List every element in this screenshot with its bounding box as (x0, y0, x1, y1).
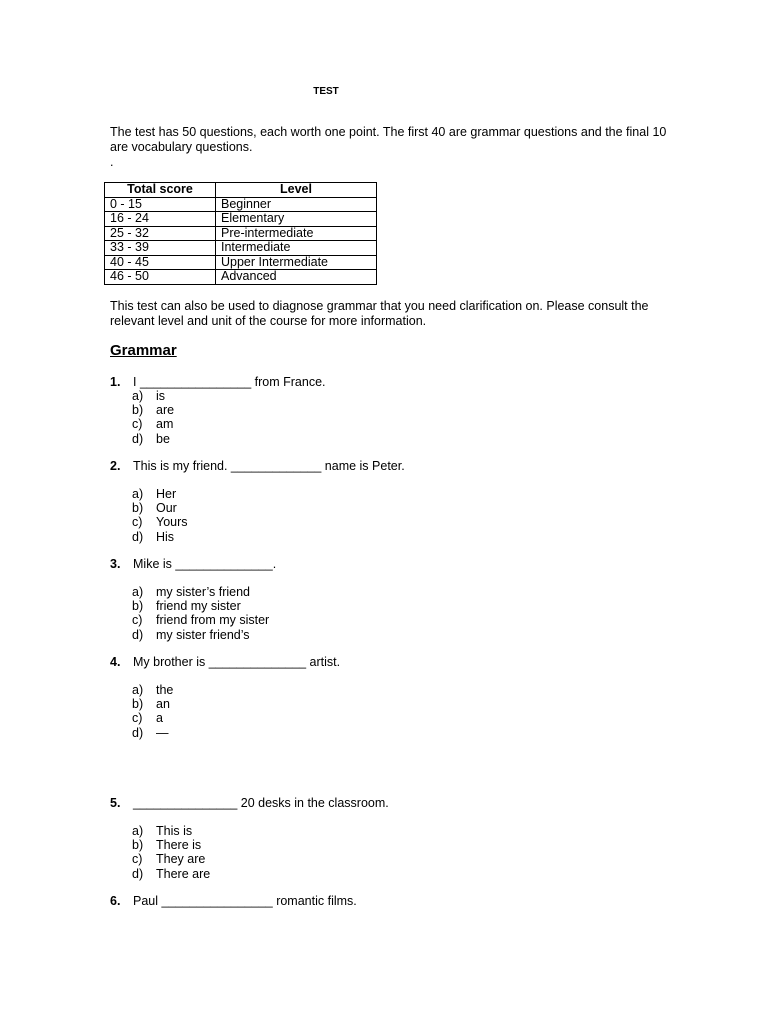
option-letter: c) (132, 417, 143, 432)
table-header-total-score: Total score (105, 183, 216, 198)
question-number: 4. (110, 655, 121, 669)
option-letter: d) (132, 627, 144, 642)
option-text: a (156, 711, 163, 726)
option-letter: a) (132, 824, 144, 838)
table-row (105, 226, 377, 241)
question-2-options (132, 487, 188, 544)
option-c (132, 417, 174, 431)
option-d (132, 432, 174, 446)
score-cell: 16 - 24 (105, 212, 216, 227)
option-text: Our (156, 501, 177, 516)
question-text: This is my friend. _____________ name is Peter. (133, 459, 405, 473)
option-text: my sister friend’s (156, 627, 250, 642)
level-cell: Advanced (216, 270, 377, 285)
option-letter: d) (132, 866, 144, 881)
option-c (132, 852, 210, 866)
question-text: My brother is ______________ artist. (133, 655, 341, 669)
question-number: 6. (110, 894, 121, 908)
intro-paragraph: The test has 50 questions, each worth one point. The first 40 are grammar questions and the final 10 are vocabulary questions. (110, 125, 667, 154)
option-text: Yours (156, 515, 188, 530)
table-row (105, 270, 377, 285)
option-text: friend my sister (156, 599, 241, 614)
option-b (132, 838, 210, 852)
option-letter: d) (132, 431, 144, 446)
option-d (132, 530, 188, 544)
option-text: — (156, 725, 169, 740)
level-cell: Upper Intermediate (216, 255, 377, 270)
option-text: is (156, 389, 166, 403)
level-cell: Elementary (216, 212, 377, 227)
option-a (132, 487, 188, 501)
option-letter: c) (132, 852, 143, 867)
page-title: TEST (313, 86, 339, 97)
table-row (105, 241, 377, 256)
score-cell: 25 - 32 (105, 226, 216, 241)
question-1 (110, 375, 326, 389)
option-b (132, 697, 173, 711)
option-b (132, 599, 269, 613)
question-text: Paul ________________ romantic films. (133, 894, 357, 908)
option-a (132, 683, 173, 697)
option-text: be (156, 431, 170, 446)
score-cell: 46 - 50 (105, 270, 216, 285)
table-row (105, 212, 377, 227)
intro-dot: . (110, 155, 114, 169)
option-d (132, 726, 173, 740)
option-text: friend from my sister (156, 613, 270, 628)
option-text: the (156, 683, 174, 697)
table-header-row (105, 183, 377, 198)
table-header-level: Level (216, 183, 377, 198)
question-3 (110, 557, 276, 571)
option-text: my sister’s friend (156, 585, 251, 599)
question-4-options (132, 683, 173, 740)
option-text: This is (156, 824, 193, 838)
score-cell: 33 - 39 (105, 241, 216, 256)
option-letter: d) (132, 725, 144, 740)
option-d (132, 628, 269, 642)
level-cell: Intermediate (216, 241, 377, 256)
option-c (132, 711, 173, 725)
question-1-options (132, 389, 174, 446)
option-b (132, 403, 174, 417)
question-text: I ________________ from France. (133, 375, 326, 389)
section-heading-grammar: Grammar (110, 342, 177, 359)
option-letter: b) (132, 599, 144, 614)
option-c (132, 515, 188, 529)
score-cell: 40 - 45 (105, 255, 216, 270)
option-text: Her (156, 487, 177, 501)
question-6 (110, 894, 357, 908)
question-number: 1. (110, 375, 121, 389)
question-2 (110, 459, 405, 473)
question-number: 2. (110, 459, 121, 473)
option-text: am (156, 417, 174, 432)
option-b (132, 501, 188, 515)
table-row (105, 197, 377, 212)
option-c (132, 613, 269, 627)
option-letter: d) (132, 529, 144, 544)
score-table (104, 182, 377, 285)
question-number: 5. (110, 796, 121, 810)
question-4 (110, 655, 340, 669)
option-letter: a) (132, 585, 144, 599)
question-text: _______________ 20 desks in the classroom. (133, 796, 389, 810)
option-letter: c) (132, 711, 143, 726)
option-text: are (156, 403, 175, 418)
option-d (132, 867, 210, 881)
level-cell: Pre-intermediate (216, 226, 377, 241)
table-row (105, 255, 377, 270)
option-text: His (156, 529, 175, 544)
option-letter: a) (132, 683, 144, 697)
option-a (132, 824, 210, 838)
option-letter: a) (132, 389, 144, 403)
option-a (132, 389, 174, 403)
option-letter: b) (132, 838, 144, 853)
question-3-options (132, 585, 269, 642)
question-number: 3. (110, 557, 121, 571)
option-text: There is (156, 838, 202, 853)
option-text: There are (156, 866, 211, 881)
option-letter: a) (132, 487, 144, 501)
score-cell: 0 - 15 (105, 197, 216, 212)
question-5-options (132, 824, 210, 881)
option-text: an (156, 697, 170, 712)
option-letter: b) (132, 501, 144, 516)
option-text: They are (156, 852, 206, 867)
option-letter: b) (132, 697, 144, 712)
option-letter: c) (132, 613, 143, 628)
question-5 (110, 796, 389, 810)
level-cell: Beginner (216, 197, 377, 212)
question-text: Mike is ______________. (133, 557, 277, 571)
option-a (132, 585, 269, 599)
diagnose-paragraph: This test can also be used to diagnose grammar that you need clarification on. Please consult the relevant level and unit of the course for more information. (110, 299, 649, 328)
option-letter: b) (132, 403, 144, 418)
option-letter: c) (132, 515, 143, 530)
